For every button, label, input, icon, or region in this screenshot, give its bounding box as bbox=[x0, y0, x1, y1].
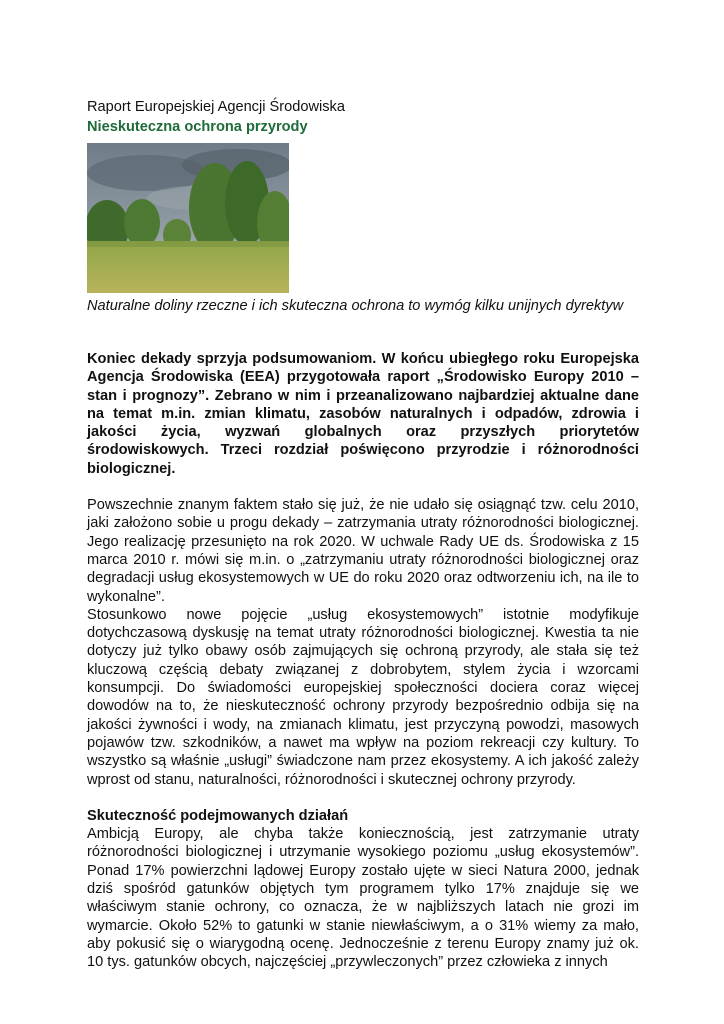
article-title: Nieskuteczna ochrona przyrody bbox=[87, 119, 308, 135]
image-caption: Naturalne doliny rzeczne i ich skuteczna ochrona to wymóg kilku unijnych dyrektyw bbox=[87, 298, 624, 314]
article bbox=[87, 97, 639, 990]
section-heading: Skuteczność podejmowanych działań bbox=[87, 807, 349, 824]
body-paragraph-3: Ambicją Europy, ale chyba także koniecznością, jest zatrzymanie utraty różnorodności biologicznej i utrzymanie wysokiego poziomu „usług ekosystemów”. Ponad 17% powierzchni lądowej Europy zostało ujęte w sieci Natura 2000, jednak dziś spośród gatunków objętych tym programem tylko 17% znajduje się we właściwym stanie ochrony, co oznacza, że w najbliższych latach nie grozi im wymarcie. Około 52% to gatunki w stanie niewłaściwym, a o 31% wiemy za mało, aby pokusić się o wiarygodną ocenę. Jednocześnie z terenu Europy znamy już ok. 10 tys. gatunków obcych, najczęściej „przywleczonych” przez człowieka z innych bbox=[87, 826, 639, 971]
meadow-photo bbox=[87, 143, 289, 293]
truncated-block bbox=[87, 825, 639, 990]
lead-paragraph: Koniec dekady sprzyja podsumowaniom. W końcu ubiegłego roku Europejska Agencja Środowiska (EEA) przygotowała raport „Środowisko Europy 2010 – stan i prognozy”. Zebrano w nim i przeanalizowano najbardziej aktualne dane na temat m.in. zmian klimatu, zasobów naturalnych i odpadów, zdrowia i jakości życia, wyzwań globalnych oraz przyszłych priorytetów środowiskowych. Trzeci rozdział poświęcono przyrodzie i różnorodności biologicznej. bbox=[87, 351, 639, 477]
body-paragraph-1: Powszechnie znanym faktem stało się już, że nie udało się osiągnąć tzw. celu 2010, jaki założono sobie u progu dekady – zatrzymania utraty różnorodności biologicznej. Jego realizację przesunięto na rok 2020. W uchwale Rady UE ds. Środowiska z 15 marca 2010 r. mówi się m.in. o „zatrzymaniu utraty różnorodności biologicznej oraz degradacji usług ekosystemowych w UE do roku 2020 oraz odtworzeniu ich, na ile to wykonalne”. bbox=[87, 497, 639, 605]
body-paragraph-2: Stosunkowo nowe pojęcie „usług ekosystemowych” istotnie modyfikuje dotychczasową dyskusję na temat utraty różnorodności biologicznej. Kwestia ta nie dotyczy już tylko obawy osób zajmujących się ochroną przyrody, ale stała się też kluczową częścią debaty związanej z dobrobytem, stylem życia i wzorcami konsumpcji. Do świadomości europejskiej społeczności dociera coraz więcej dowodów na to, że nieskuteczność ochrony przyrody bezpośrednio odbija się na jakości żywności i wody, na zmianach klimatu, jest przyczyną powodzi, masowych pojawów tzw. szkodników, a nawet ma wpływ na poziom rekreacji czy kultury. To wszystko są właśnie „usługi” świadczone nam przez ekosystemy. A ich jakość zależy wprost od stanu, naturalności, różnorodności i skutecznej ochrony przyrody. bbox=[87, 606, 639, 788]
article-pre-title: Raport Europejskiej Agencji Środowiska bbox=[87, 99, 345, 115]
